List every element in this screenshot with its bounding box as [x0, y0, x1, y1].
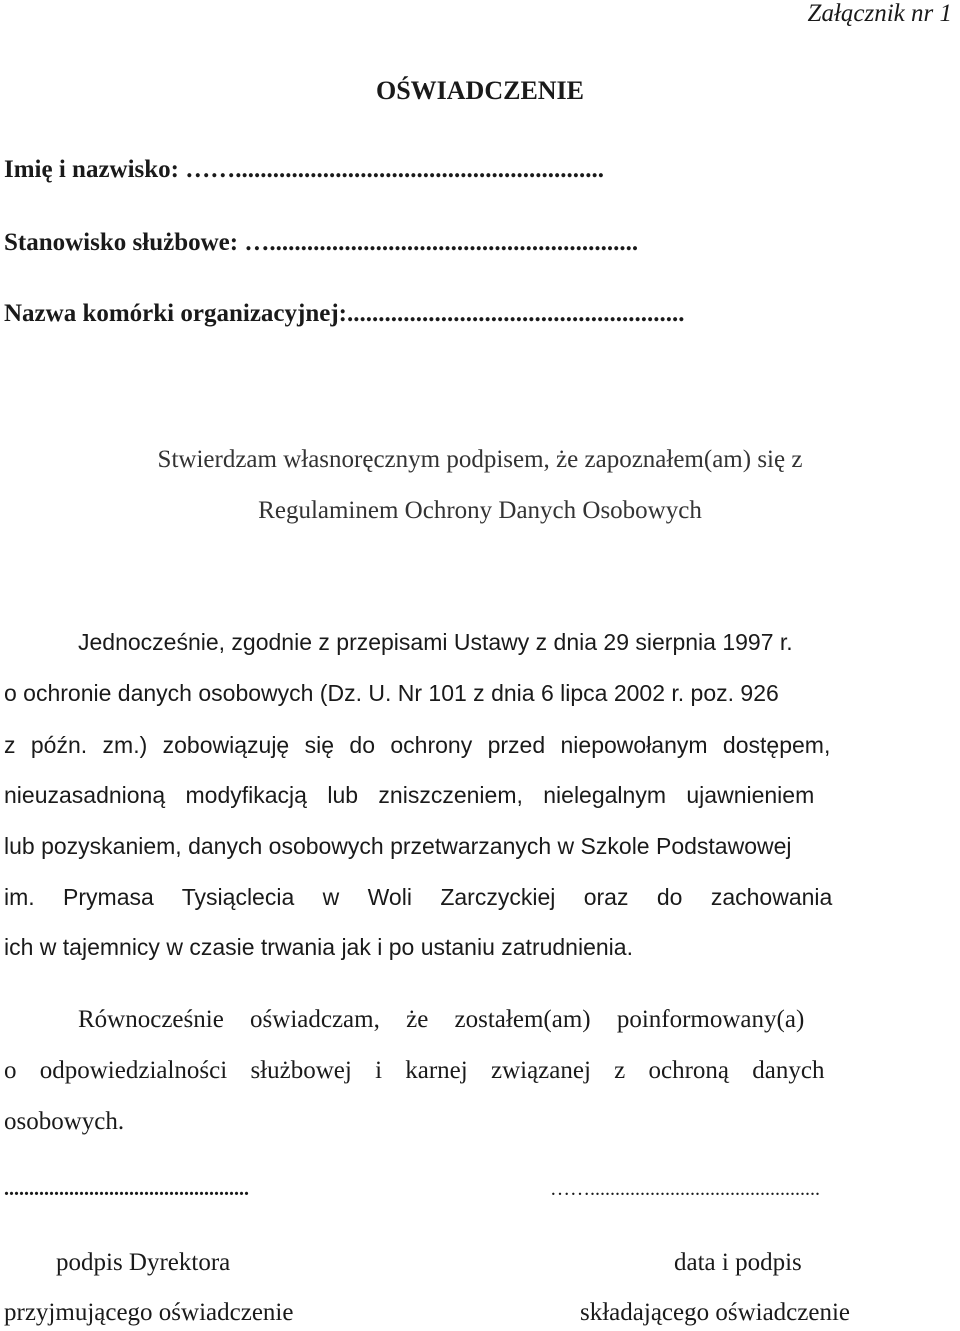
employee-signature-label: data i podpis — [674, 1249, 802, 1276]
statement-line-1: Stwierdzam własnoręcznym podpisem, że zapoznałem(am) się z — [157, 446, 803, 473]
director-signature-label: podpis Dyrektora — [56, 1249, 231, 1276]
obligation-line-4: nieuzasadnioną modyfikacją lub zniszczeniem, nielegalnym ujawnieniem — [4, 782, 815, 808]
liability-line-3: osobowych. — [4, 1108, 125, 1135]
employee-signature-line: …….............................................. — [550, 1178, 820, 1200]
obligation-line-3: z późn. zm.) zobowiązuję się do ochrony przed niepowołanym dostępem, — [4, 732, 831, 758]
employee-signature-sublabel: składającego oświadczenie — [580, 1299, 851, 1326]
obligation-line-2: o ochronie danych osobowych (Dz. U. Nr 101 z dnia 6 lipca 2002 r. poz. 926 — [4, 680, 779, 706]
liability-line-1: Równocześnie oświadczam, że zostałem(am) poinformowany(a) — [78, 1006, 805, 1033]
attachment-label: Załącznik nr 1 — [807, 0, 952, 27]
obligation-line-5: lub pozyskaniem, danych osobowych przetwarzanych w Szkole Podstawowej — [4, 833, 792, 859]
obligation-line-1: Jednocześnie, zgodnie z przepisami Ustawy z dnia 29 sierpnia 1997 r. — [78, 629, 793, 655]
director-signature-sublabel: przyjmującego oświadczenie — [4, 1299, 294, 1326]
document-title: OŚWIADCZENIE — [375, 76, 585, 105]
statement-line-2: Regulaminem Ochrony Danych Osobowych — [258, 497, 702, 524]
position-field: Stanowisko służbowe: …........................................................... — [4, 229, 639, 256]
director-signature-line: ................................................. — [4, 1178, 249, 1200]
name-field: Imię i nazwisko: ……........................................................... — [4, 156, 604, 183]
obligation-line-7: ich w tajemnicy w czasie trwania jak i po ustaniu zatrudnienia. — [4, 934, 633, 960]
obligation-line-6: im. Prymasa Tysiąclecia w Woli Zarczyckiej oraz do zachowania — [4, 884, 833, 910]
unit-field: Nazwa komórki organizacyjnej:...................................................... — [4, 300, 685, 327]
liability-line-2: o odpowiedzialności służbowej i karnej związanej z ochroną danych — [4, 1057, 825, 1084]
